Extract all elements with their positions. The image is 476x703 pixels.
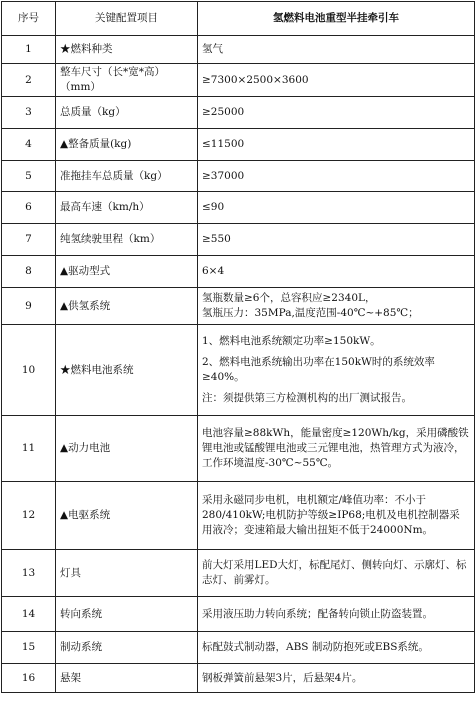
row-spec — [198, 325, 475, 416]
spec-line: ≥550 — [202, 233, 231, 245]
spec-line: 2、燃料电池系统输出功率在150kW时的系统效率≥40%。 — [202, 356, 435, 383]
row-item: ▲驱动型式 — [56, 256, 198, 288]
row-item: ▲供氢系统 — [56, 288, 198, 325]
row-item: 总质量（kg） — [56, 97, 198, 129]
row-number: 1 — [2, 36, 56, 64]
table-header-row — [2, 2, 475, 36]
row-spec — [198, 632, 475, 664]
spec-line: ≤90 — [202, 201, 225, 213]
row-item: ▲动力电池 — [56, 416, 198, 482]
table-row — [2, 256, 475, 288]
header-config-item: 关键配置项目 — [56, 2, 198, 36]
table-row — [2, 64, 475, 97]
row-number: 9 — [2, 288, 56, 325]
table-row — [2, 36, 475, 64]
row-number: 8 — [2, 256, 56, 288]
row-item: 最高车速（km/h） — [56, 192, 198, 224]
spec-line: 6×4 — [202, 265, 225, 277]
row-spec — [198, 161, 475, 192]
row-item: 制动系统 — [56, 632, 198, 664]
row-spec — [198, 416, 475, 482]
row-spec — [198, 482, 475, 550]
table-row — [2, 416, 475, 482]
spec-line: 采用永磁同步电机，电机额定/峰值功率：不小于280/410kW;电机防护等级≥IP68;电机及电机控制器采用液冷；变速箱最大输出扭矩不低于24000Nm。 — [202, 494, 460, 536]
table-row — [2, 664, 475, 693]
table-row — [2, 224, 475, 256]
row-spec — [198, 36, 475, 64]
row-item: ★燃料电池系统 — [56, 325, 198, 416]
row-spec — [198, 97, 475, 129]
row-number: 11 — [2, 416, 56, 482]
row-item: ▲整备质量(kg) — [56, 129, 198, 161]
header-index: 序号 — [2, 2, 56, 36]
spec-line: ≥7300×2500×3600 — [202, 73, 309, 86]
spec-line: 氢瓶压力：35MPa,温度范围-40℃~+85℃； — [202, 307, 419, 319]
row-number: 4 — [2, 129, 56, 161]
spec-line: 氢瓶数量≥6个，总容积应≥2340L， — [202, 292, 376, 304]
table-row — [2, 192, 475, 224]
row-number: 7 — [2, 224, 56, 256]
row-spec — [198, 224, 475, 256]
row-number: 5 — [2, 161, 56, 192]
row-item: 悬架 — [56, 664, 198, 693]
row-number: 16 — [2, 664, 56, 693]
table-row — [2, 325, 475, 416]
row-spec — [198, 664, 475, 693]
row-number: 6 — [2, 192, 56, 224]
row-spec — [198, 192, 475, 224]
table-row — [2, 288, 475, 325]
header-vehicle-spec: 氢燃料电池重型半挂牵引车 — [198, 2, 475, 36]
row-item: ★燃料种类 — [56, 36, 198, 64]
spec-line: 1、燃料电池系统额定功率≥150kW。 — [202, 335, 381, 347]
row-number: 3 — [2, 97, 56, 129]
row-item: ▲电驱系统 — [56, 482, 198, 550]
spec-line: 注：须提供第三方检测机构的出厂测试报告。 — [202, 392, 412, 404]
spec-line: 采用液压助力转向系统；配备转向锁止防盗装置。 — [202, 607, 433, 620]
table-row — [2, 550, 475, 597]
row-spec — [198, 550, 475, 597]
spec-line: 前大灯采用LED大灯，标配尾灯、侧转向灯、示廓灯、标志灯、前雾灯。 — [202, 559, 467, 586]
row-number: 13 — [2, 550, 56, 597]
row-spec — [198, 597, 475, 632]
spec-line: ≥37000 — [202, 169, 245, 182]
spec-line: 标配鼓式制动器，ABS 制动防抱死或EBS系统。 — [202, 641, 429, 653]
table-row — [2, 161, 475, 192]
spec-line: 氢气 — [202, 43, 223, 55]
row-item: 纯氢续驶里程（km） — [56, 224, 198, 256]
row-spec — [198, 288, 475, 325]
spec-table — [1, 1, 475, 693]
row-spec — [198, 256, 475, 288]
table-row — [2, 597, 475, 632]
spec-line: 钢板弹簧前悬架3片，后悬架4片。 — [202, 671, 363, 684]
spec-line: ≥25000 — [202, 106, 245, 118]
table-row — [2, 129, 475, 161]
row-item: 整车尺寸（长*宽*高）（mm） — [56, 64, 198, 97]
row-item: 转向系统 — [56, 597, 198, 632]
spec-line: 电池容量≥88kWh，能量密度≥120Wh/kg，采用磷酸铁锂电池或锰酸锂电池或三元锂电池，热管理方式为液冷，工作环境温度-30℃~55℃。 — [202, 427, 469, 469]
table-row — [2, 482, 475, 550]
row-number: 12 — [2, 482, 56, 550]
row-number: 15 — [2, 632, 56, 664]
table-row — [2, 97, 475, 129]
row-number: 2 — [2, 64, 56, 97]
row-item: 灯具 — [56, 550, 198, 597]
spec-sheet — [1, 1, 474, 693]
row-number: 10 — [2, 325, 56, 416]
table-row — [2, 632, 475, 664]
row-spec — [198, 64, 475, 97]
spec-line: ≤11500 — [202, 138, 245, 150]
row-item: 准拖挂车总质量（kg） — [56, 161, 198, 192]
row-number: 14 — [2, 597, 56, 632]
row-spec — [198, 129, 475, 161]
